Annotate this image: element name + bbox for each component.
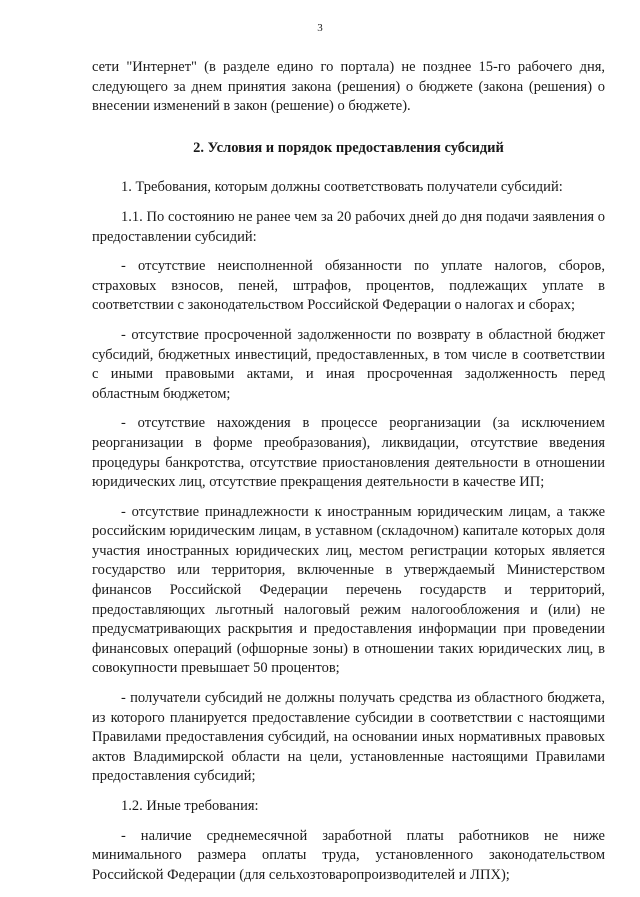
intro-paragraph: сети "Интернет" (в разделе едино го портала) не позднее 15-го рабочего дня, следующего за днем принятия закона (решения) о бюджете (закона (решения) о внесении изменений в закон (решение) о бюджете).: [92, 59, 605, 115]
section-heading: 2. Условия и порядок предоставления субсидий: [193, 139, 504, 156]
paragraph-1-1: 1.1. По состоянию не ранее чем за 20 рабочих дней до дня подачи заявления о предоставлении субсидий:: [92, 208, 605, 245]
paragraph-overdue-debt: - отсутствие просроченной задолженности по возврату в областной бюджет субсидий, бюджетных инвестиций, предоставленных, в том числе в соответствии с иными правовыми актами, и иная просроченная задолженность перед областным бюджетом;: [92, 326, 605, 402]
paragraph-requirements: 1. Требования, которым должны соответствовать получатели субсидий:: [121, 179, 563, 196]
paragraph-tax-obligations: - отсутствие неисполненной обязанности по уплате налогов, сборов, страховых взносов, пеней, штрафов, процентов, подлежащих уплате в соответствии с законодательством Российской Федерации о налогах и сборах;: [92, 258, 605, 314]
document-body: [92, 58, 605, 885]
paragraph-1-2: 1.2. Иные требования:: [121, 798, 259, 814]
paragraph-no-duplicate-funding: - получатели субсидий не должны получать средства из областного бюджета, из которого планируется предоставление субсидии в соответствии с настоящими Правилами предоставления субсидий, на основании иных нормативных правовых актов Владимирской области на цели, установленные настоящими Правилами предоставления субсидий;: [92, 690, 605, 785]
paragraph-min-wage: - наличие среднемесячной заработной платы работников не ниже минимального размера оплаты труда, установленного законодательством Российской Федерации (для сельхозтоваропроизводителей и ЛПХ);: [92, 827, 605, 883]
paragraph-reorganization: - отсутствие нахождения в процессе реорганизации (за исключением реорганизации в форме преобразования), ликвидации, отсутствие введения процедуры банкротства, отсутствие приостановления деятельности в отношении юридических лиц, отсутствие прекращения деятельности в качестве ИП;: [92, 415, 605, 491]
paragraph-foreign-entities: - отсутствие принадлежности к иностранным юридическим лицам, а также российским юридическим лицам, в уставном (складочном) капитале которых доля участия иностранных юридических лиц, местом регистрации которых является государство или территория, включенные в утверждаемый Министерством финансов Российской Федерации перечень государств и территорий, предоставляющих льготный налоговый режим налогообложения и (или) не предусматривающих раскрытия и предоставления информации при проведении финансовых операций (офшорные зоны) в отношении таких юридических лиц, в совокупности превышает 50 процентов;: [92, 503, 605, 677]
page-number: 3: [317, 22, 323, 34]
